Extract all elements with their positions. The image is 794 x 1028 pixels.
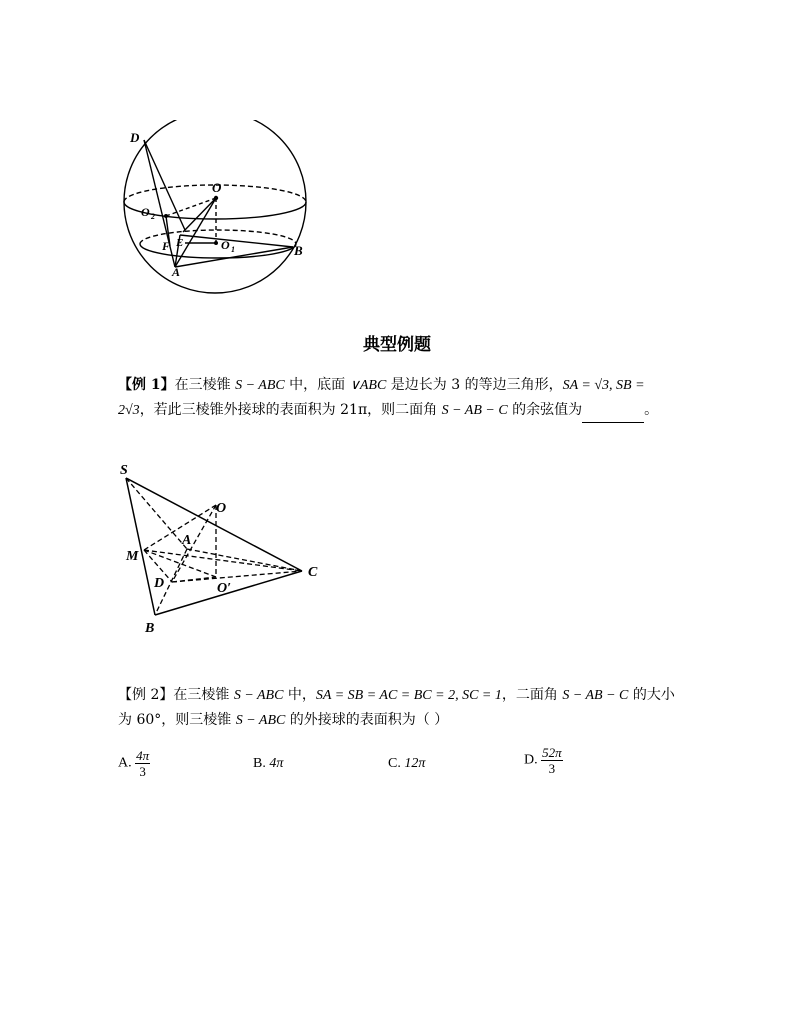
label-O1-sub: 1 [231, 245, 235, 254]
example1-text: 【例 1】在三棱锥 S − ABC 中，底面 ∨ABC 是边长为 3 的等边三角形，SA = √3, SB = 2√3，若此三棱锥外接球的表面积为 21π，则二面角 S − AB − C 的余弦值为 。 [118, 373, 678, 423]
sphere-figure [110, 120, 320, 300]
option-a[interactable]: A. $\frac{4\pi}{3}$ [118, 748, 150, 779]
label-O2: O [141, 205, 150, 219]
label-A: A [182, 533, 192, 548]
option-c[interactable]: C. 12π [388, 756, 426, 771]
sphere-outline [124, 120, 306, 293]
label-O2-sub: 2 [151, 212, 155, 221]
label-D: D [130, 130, 140, 145]
example1-tag: 【例 1】 [118, 377, 175, 393]
label-M: M [126, 549, 139, 564]
label-D: D [154, 576, 165, 591]
option-d[interactable]: D. $\frac{52\pi}{3}$ [524, 745, 562, 776]
label-O1: O [221, 238, 230, 252]
label-O: O [216, 501, 227, 516]
option-b[interactable]: B. 4π [253, 756, 284, 771]
option-d-fraction: $\frac{52\pi}{3}$ [542, 745, 562, 776]
option-a-fraction: $\frac{4\pi}{3}$ [136, 748, 150, 779]
label-B: B [145, 621, 155, 636]
pyramid-figure [112, 458, 327, 636]
answer-blank [582, 408, 644, 423]
label-O-prime: O′ [217, 581, 232, 596]
section-title: 典型例题 [363, 335, 431, 355]
label-C: C [308, 565, 318, 580]
label-F: F [162, 239, 171, 253]
label-B: B [294, 243, 303, 258]
label-O: O [212, 180, 222, 195]
label-E: E [176, 237, 184, 249]
example2-tag: 【例 2】 [118, 687, 174, 703]
example2-text: 【例 2】在三棱锥 S − ABC 中，SA = SB = AC = BC = 2, SC = 1，二面角 S − AB − C 的大小为 60°，则三棱锥 S − ABC 的外接球的表面积为（ ） [118, 687, 675, 728]
label-S: S [120, 463, 128, 478]
label-A: A [172, 265, 181, 279]
